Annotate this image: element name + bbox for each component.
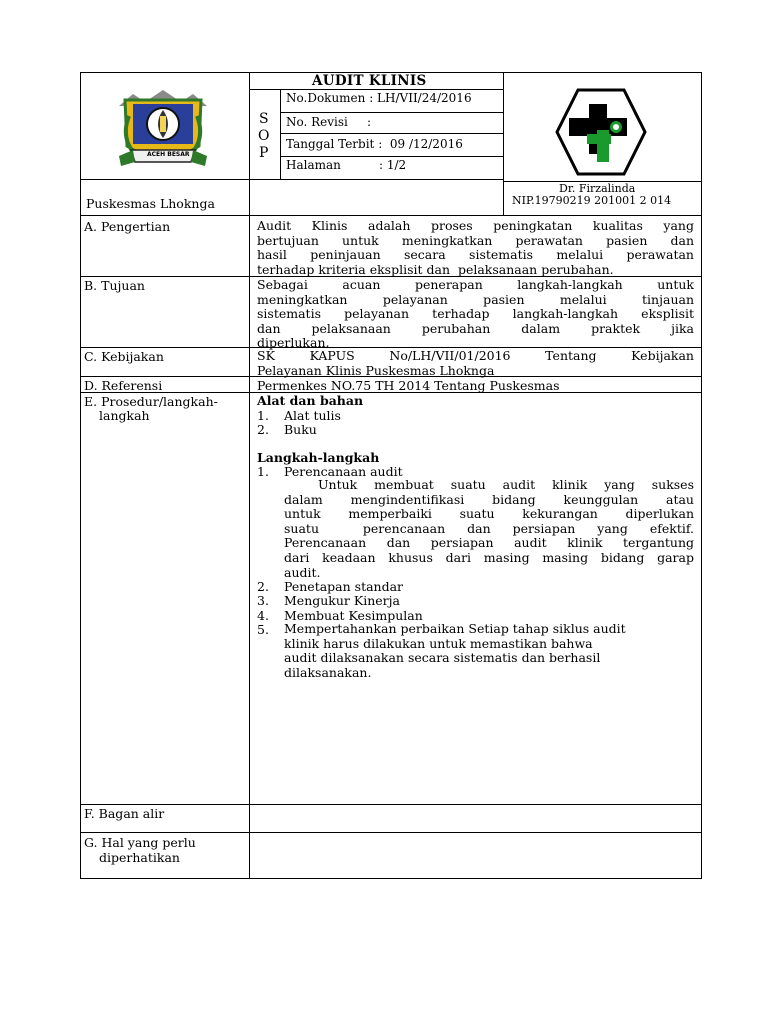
pengertian-line: terhadap kriteria eksplisit dan pelaksanaan perubahan. (257, 261, 614, 277)
tujuan-line: meningkatkan pelayanan pasien melalui tinjauan (257, 291, 694, 307)
tujuan-text (257, 278, 694, 351)
step-num: 2. (257, 579, 269, 594)
label-bagan-alir: F. Bagan alir (84, 806, 165, 821)
step1-line: Untuk membuat suatu audit klinik yang sukses (318, 477, 694, 492)
step5-line: klinik harus dilakukan untuk memastikan bahwa (284, 635, 593, 651)
revision-number: No. Revisi : (286, 115, 372, 129)
step1-line: Perencanaan dan persiapan audit klinik tergantung (284, 535, 694, 551)
label-referensi: D. Referensi (84, 378, 163, 393)
table-border-top (224, 72, 702, 73)
step-num: 4. (257, 608, 269, 623)
sop-letter-p: P (259, 145, 269, 161)
issue-date: Tanggal Terbit : 09 /12/2016 (286, 137, 463, 151)
row-line-f (80, 832, 702, 833)
signer-name: Dr. Firzalinda (559, 182, 636, 195)
material-item: Buku (284, 422, 317, 437)
step5-line: audit dilaksanakan secara sistematis dan berhasil (284, 650, 601, 666)
sop-divider (280, 89, 281, 179)
material-num: 1. (257, 408, 269, 423)
step5-line: Mempertahankan perbaikan Setiap tahap siklus audit (284, 621, 626, 636)
sop-letter-s: S (259, 111, 269, 127)
tujuan-line: dan pelaksanaan perubahan dalam praktek jika (257, 320, 694, 336)
step5-body (284, 622, 694, 680)
regency-logo (111, 86, 215, 174)
table-border-bottom (80, 878, 702, 879)
label-prosedur-2: langkah (99, 408, 150, 423)
table-border-right (701, 72, 702, 879)
step-title: Penetapan standar (284, 579, 404, 594)
step1-line: untuk memperbaiki suatu kekurangan diperlukan (284, 506, 694, 522)
doc-number: No.Dokumen : LH/VII/24/2016 (286, 91, 472, 105)
label-hal-perlu-1: G. Hal yang perlu (84, 835, 196, 850)
row-line-revisi (280, 133, 504, 134)
puskesmas-cross-logo (555, 86, 647, 178)
step-title: Membuat Kesimpulan (284, 608, 423, 623)
step-title: Perencanaan audit (284, 464, 403, 479)
kebijakan-line: SK KAPUS No/LH/VII/01/2016 Tentang Kebijakan (257, 348, 694, 363)
header-right-divider (503, 72, 504, 215)
step-num: 5. (257, 622, 269, 637)
step1-line: dalam mengindentifikasi bidang keunggulan atau (284, 491, 694, 507)
page-number: Halaman : 1/2 (286, 158, 407, 172)
material-item: Alat tulis (284, 408, 341, 423)
step-title: Mengukur Kinerja (284, 593, 400, 608)
signer-nip: NIP.19790219 201001 2 014 (512, 194, 672, 207)
step-num: 1. (257, 464, 269, 479)
row-line-docno (280, 112, 504, 113)
steps-heading: Langkah-langkah (257, 450, 380, 465)
label-kebijakan: C. Kebijakan (84, 349, 164, 364)
table-border-top-left (107, 72, 224, 73)
table-border-left-stub (80, 72, 107, 73)
sop-letter-o: O (258, 128, 270, 144)
pengertian-line: Audit Klinis adalah proses peningkatan kualitas yang (257, 218, 694, 233)
tujuan-line: Sebagai acuan penerapan langkah-langkah untuk (257, 277, 694, 292)
pengertian-text (257, 219, 694, 277)
title-underline (249, 89, 504, 90)
pengertian-line: hasil peninjauan secara sistematis melalui perawatan (257, 247, 694, 263)
document-title: AUDIT KLINIS (312, 73, 427, 89)
step-num: 3. (257, 593, 269, 608)
kebijakan-text (257, 349, 694, 378)
row-line-org-bottom (80, 215, 702, 216)
material-num: 2. (257, 422, 269, 437)
tujuan-line: diperlukan. (257, 335, 330, 351)
materials-heading: Alat dan bahan (257, 393, 364, 408)
step1-line: audit. (284, 564, 321, 580)
pengertian-line: bertujuan untuk meningkatkan perawatan pasien dan (257, 232, 694, 248)
column-divider (249, 72, 250, 879)
organization-name: Puskesmas Lhoknga (86, 196, 215, 211)
label-pengertian: A. Pengertian (84, 219, 171, 234)
referensi-text: Permenkes NO.75 TH 2014 Tentang Puskesmas (257, 378, 560, 393)
row-line-terbit (280, 156, 504, 157)
row-line-e (80, 804, 702, 805)
kebijakan-line: Pelayanan Klinis Puskesmas Lhoknga (257, 362, 495, 378)
tujuan-line: sistematis pelayanan terhadap langkah-langkah eksplisit (257, 306, 694, 322)
step1-line: suatu perencanaan dan persiapan yang efektif. (284, 520, 694, 536)
step1-body (284, 478, 694, 580)
step5-line: dilaksanakan. (284, 664, 372, 680)
step1-line: dari keadaan khusus dari masing masing bidang garap (284, 549, 694, 565)
logo-banner-text: ACEH BESAR (147, 151, 190, 158)
label-hal-perlu-2: diperhatikan (99, 850, 180, 865)
label-tujuan: B. Tujuan (84, 278, 145, 293)
row-line-header-bottom (80, 179, 504, 180)
label-prosedur-1: E. Prosedur/langkah- (84, 394, 218, 409)
table-border-left (80, 72, 81, 879)
